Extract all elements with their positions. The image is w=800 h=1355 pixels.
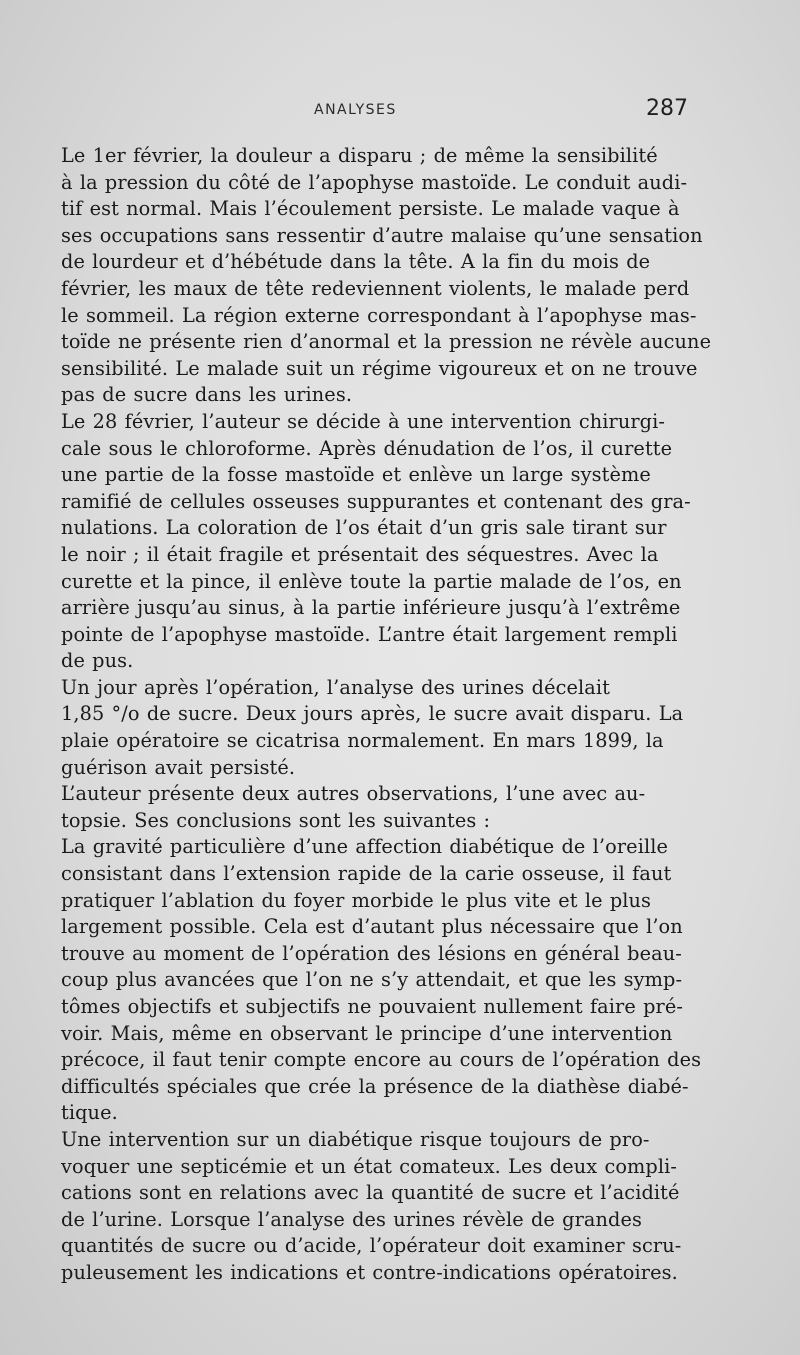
- text-line: une partie de la fosse mastoïde et enlève un large système: [61, 463, 651, 487]
- text-line: ses occupations sans ressentir d’autre malaise qu’une sensation: [61, 223, 703, 247]
- text-line: quantités de sucre ou d’acide, l’opérateur doit examiner scru-: [61, 1234, 682, 1258]
- text-line: 1,85 °/o de sucre. Deux jours après, le sucre avait disparu. La: [61, 702, 684, 726]
- text-line: à la pression du côté de l’apophyse mastoïde. Le conduit audi-: [61, 170, 688, 194]
- text-line: trouve au moment de l’opération des lésions en général beau-: [61, 941, 682, 965]
- paragraph: [54, 834, 702, 1127]
- text-line: cale sous le chloroforme. Après dénudation de l’os, il curette: [61, 436, 673, 460]
- text-line: pratiquer l’ablation du foyer morbide le plus vite et le plus: [61, 888, 652, 912]
- text-line: Une intervention sur un diabétique risque toujours de pro-: [61, 1127, 650, 1151]
- paragraph: [54, 781, 699, 834]
- paragraph: [54, 143, 712, 409]
- text-line: tique.: [61, 1101, 118, 1125]
- text-line: tif est normal. Mais l’écoulement persiste. Le malade vaque à: [61, 197, 680, 221]
- text-line: février, les maux de tête redeviennent violents, le malade perd: [61, 276, 690, 300]
- body-text: [54, 143, 712, 1287]
- paragraph: [54, 1127, 699, 1287]
- running-title: ANALYSES: [314, 102, 397, 118]
- text-line: La gravité particulière d’une affection diabétique de l’oreille: [61, 835, 669, 859]
- text-line: puleusement les indications et contre-indications opératoires.: [61, 1260, 678, 1284]
- text-line: consistant dans l’extension rapide de la carie osseuse, il faut: [61, 862, 672, 886]
- text-line: guérison avait persisté.: [61, 755, 296, 779]
- text-line: Le 28 février, l’auteur se décide à une intervention chirurgi-: [61, 409, 665, 433]
- text-line: de lourdeur et d’hébétude dans la tête. A la fin du mois de: [61, 250, 651, 274]
- text-line: coup plus avancées que l’on ne s’y attendait, et que les symp-: [61, 968, 683, 992]
- text-line: difficultés spéciales que crée la présence de la diathèse diabé-: [61, 1074, 689, 1098]
- text-line: pointe de l’apophyse mastoïde. L’antre était largement rempli: [61, 622, 678, 646]
- paragraph: [54, 675, 699, 781]
- text-line: sensibilité. Le malade suit un régime vigoureux et on ne trouve: [61, 356, 698, 380]
- text-line: précoce, il faut tenir compte encore au cours de l’opération des: [61, 1048, 702, 1072]
- paragraph: [54, 409, 699, 675]
- text-line: Un jour après l’opération, l’analyse des urines décelait: [61, 675, 610, 699]
- text-line: arrière jusqu’au sinus, à la partie inférieure jusqu’à l’extrême: [61, 596, 681, 620]
- text-line: largement possible. Cela est d’autant plus nécessaire que l’on: [61, 915, 683, 939]
- text-line: toïde ne présente rien d’anormal et la pression ne révèle aucune: [61, 330, 712, 354]
- text-line: de pus.: [61, 649, 134, 673]
- text-line: topsie. Ses conclusions sont les suivantes :: [61, 808, 491, 832]
- text-line: le sommeil. La région externe correspondant à l’apophyse mas-: [61, 303, 697, 327]
- text-line: de l’urine. Lorsque l’analyse des urines révèle de grandes: [61, 1207, 642, 1231]
- text-line: cations sont en relations avec la quantité de sucre et l’acidité: [61, 1181, 680, 1205]
- text-line: tômes objectifs et subjectifs ne pouvaient nullement faire pré-: [61, 995, 683, 1018]
- text-line: curette et la pince, il enlève toute la partie malade de l’os, en: [61, 569, 682, 593]
- text-line: nulations. La coloration de l’os était d’un gris sale tirant sur: [61, 516, 667, 540]
- text-line: plaie opératoire se cicatrisa normalement. En mars 1899, la: [61, 729, 664, 753]
- text-line: pas de sucre dans les urines.: [61, 383, 353, 407]
- text-line: voir. Mais, même en observant le principe d’une intervention: [61, 1021, 673, 1045]
- text-line: le noir ; il était fragile et présentait des séquestres. Avec la: [61, 542, 659, 566]
- text-line: ramifié de cellules osseuses suppurantes et contenant des gra-: [61, 489, 691, 513]
- page-number: 287: [646, 96, 688, 121]
- text-line: L’auteur présente deux autres observations, l’une avec au-: [61, 782, 646, 806]
- text-line: Le 1er février, la douleur a disparu ; de même la sensibilité: [61, 144, 658, 167]
- page-header: [0, 96, 800, 126]
- text-line: voquer une septicémie et un état comateux. Les deux compli-: [61, 1154, 678, 1178]
